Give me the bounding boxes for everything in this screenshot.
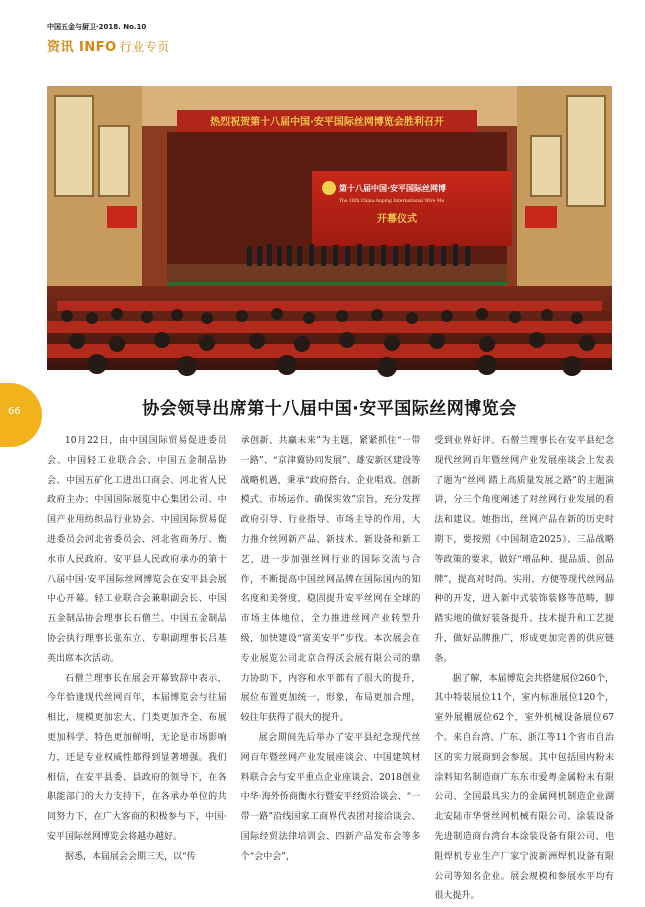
paragraph: 承创新、共赢未来”为主题，紧紧抓住“一带一路”、“京津冀协同发展”、雄安新区建设等战略机遇，秉承“政府搭台、企业唱戏、创新模式、市场运作、确保实效”宗旨，充分发挥政府引导、行业指导、市场主导的作用，大力推介丝网新产品、新技术、新设备和新工艺，进一步加强丝网行业的国际交流与合作，不断提高中国丝网品牌在国际国内的知名度和美誉度，稳固提升安平丝网在全球的市场主体地位，全力推进丝网产业转型升级，加快建设“富美安平”步伐。本次展会在专业展览公司北京合得沃会展有限公司的鼎力协助下，内容和水平都有了很大的提升，展位布置更加统一、形象，布局更加合理，较往年获得了很大的提升。 xyxy=(240,436,421,724)
paragraph: 展会期间先后举办了安平县纪念现代丝网百年暨丝网产业发展座谈会、中国建筑材料联合会与安平重点企业座谈会、2018创业中华·海外侨商衡水行暨安平经贸洽谈会、“一带一路”沿线国家工商界代表团对接洽谈会、国际经贸法律培训会、四新产品发布会等多个“会中会”， xyxy=(240,732,421,862)
magazine-masthead: 中国五金与厨卫·2018. No.10 xyxy=(47,23,147,31)
top-banner-text: 热烈祝贺第十八届中国·安平国际丝网博览会胜利召开 xyxy=(210,117,444,128)
event-photo xyxy=(47,86,612,370)
paragraph: 受到业界好评。石僧兰理事长在安平县纪念现代丝网百年暨丝网产业发展座谈会上发表了题为“丝网 踏上高质量发展之路”的主题演讲，分三个角度阐述了对丝网行业发展的看法和建议。她指出，丝网产品在新的历史时期下，要按照《中国制造2025》、三品战略等政策的要求，做好“增品种、提品质、创品牌”，提高对时尚、实用、方便等现代丝网品种的开发，进入新中式装饰装修等范畴，脚踏实地的做好装备提升、技术提升和工艺提升，做好品牌推广，形成更加完善的供应链条。 xyxy=(434,436,615,664)
screen-ceremony: 开幕仪式 xyxy=(377,214,417,225)
section-header xyxy=(47,36,170,55)
page-number-tab xyxy=(0,383,42,447)
article-column-1 xyxy=(47,432,227,862)
screen-title: 第十八届中国·安平国际丝网博 xyxy=(339,184,447,193)
section-label: 资讯 INFO xyxy=(47,40,117,55)
paragraph: 石僧兰理事长在展会开幕致辞中表示，今年恰逢现代丝网百年，本届博览会与往届相比，规模更加宏大、门类更加齐全、布展更加科学、特色更加鲜明，无论是市场影响力，还是专业权威性都得到显著增强。我们相信，在安平县委、县政府的领导下，在各职能部门的大力支持下，在各承办单位的共同努力下，在广大客商的积极参与下，中国·安平国际丝网博览会将越办越好。 xyxy=(47,673,227,842)
article-column-2 xyxy=(240,432,421,862)
article-headline: 协会领导出席第十八届中国·安平国际丝网博览会 xyxy=(142,399,517,419)
paragraph: 据了解，本届博览会共搭建展位260个，其中特装展位11个，室内标准展位120个，室外展棚展位62个，室外机械设备展位67个。来自台湾、广东、浙江等11个省市自治区的实力展商到会参展。其中包括国内粉末涂料知名制造商广东东市爱粤金属粉末有限公司、全国最具实力的金属网机制造企业湖北安陆市华誉丝网机械有限公司、涂装设备先进制造商台湾台本涂装设备有限公司、电阻焊机专业生产厂家宁波新洲焊机设备有限公司等知名企业。展会规模和参展水平均有很大提升。 xyxy=(434,673,615,902)
paragraph: 10月22日，由中国国际贸易促进委员会、中国轻工业联合会、中国五金制品协会、中国五矿化工进出口商会、河北省人民政府主办；中国国际展览中心集团公司、中国产业用纺织品行业协会、中国国际贸易促进委员会河北省委员会、河北省商务厅、衡水市人民政府、安平县人民政府承办的第十八届中国·安平国际丝网博览会在安平县会展中心开幕。轻工业联合会兼职副会长、中国五金制品协会理事长石僧兰、中国五金制品协会执行理事长张东立、专职副理事长吕基英出席本次活动。 xyxy=(47,436,227,664)
article-column-3 xyxy=(434,432,615,902)
paragraph: 据悉，本届展会会期三天，以“传 xyxy=(65,851,196,862)
section-sublabel: 行业专页 xyxy=(119,40,170,54)
page-number: 66 xyxy=(8,406,21,417)
article-body xyxy=(47,432,615,902)
screen-subtitle: The 18th China·Anping International Wire Me xyxy=(339,199,445,204)
